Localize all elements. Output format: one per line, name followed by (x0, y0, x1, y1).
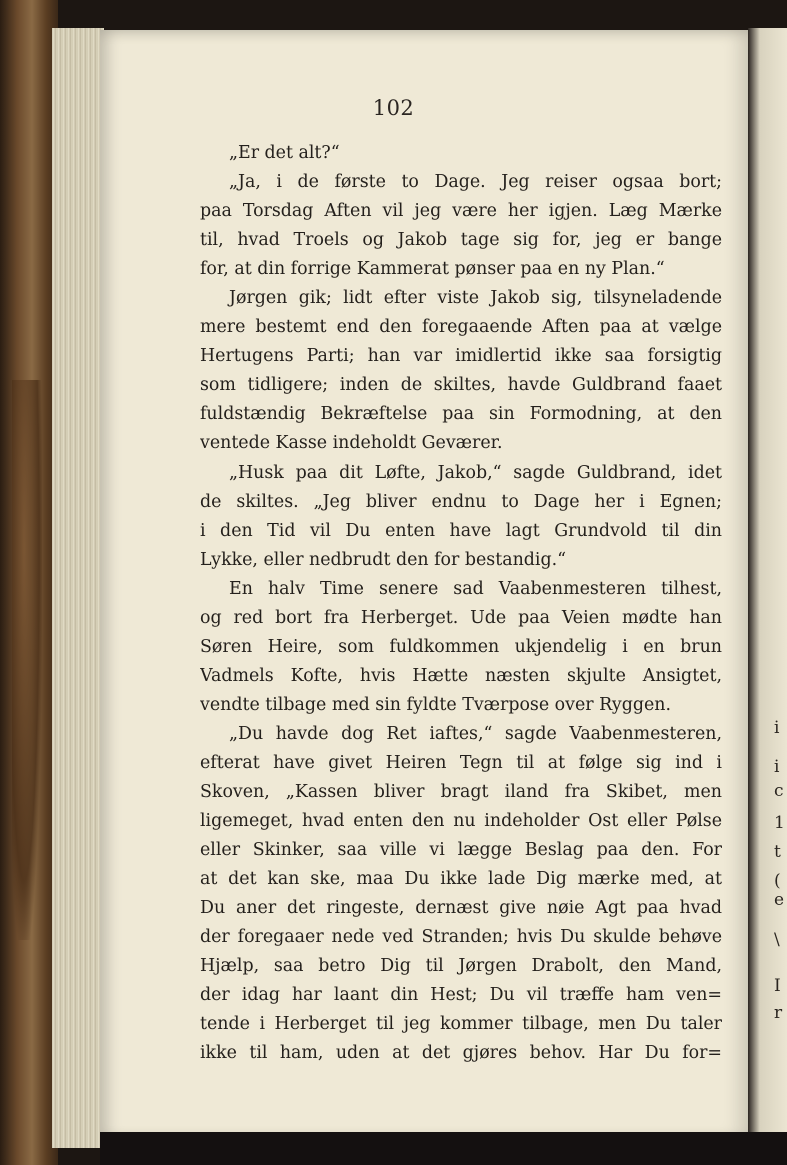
text-line: Du aner det ringeste, dernæst give nøie Agt paa hvad (200, 898, 722, 919)
text-line: Skoven, „Kassen bliver bragt iland fra Skibet, men (200, 782, 722, 803)
text-line: fuldstændig Bekræftelse paa sin Formodning, at den (200, 404, 722, 425)
facing-page-glyph: \ (774, 930, 780, 950)
text-line: „Er det alt?“ (229, 143, 340, 163)
text-line: Jørgen gik; lidt efter viste Jakob sig, tilsyneladende (229, 288, 722, 309)
text-line: for, at din forrige Kammerat pønser paa en ny Plan.“ (200, 259, 665, 280)
text-line: og red bort fra Herberget. Ude paa Veien mødte han (200, 607, 722, 628)
text-line: Lykke, eller nedbrudt den for bestandig.“ (200, 549, 567, 570)
text-line: i den Tid vil Du enten have lagt Grundvold til din (200, 520, 722, 541)
facing-page-glyph: 1 (774, 813, 785, 833)
text-line: vendte tilbage med sin fyldte Tværpose over Ryggen. (200, 694, 671, 715)
text-line: til, hvad Troels og Jakob tage sig for, jeg er bange (200, 230, 722, 251)
text-line: „Du havde dog Ret iaftes,“ sagde Vaabenmesteren, (229, 723, 722, 744)
facing-page-glyph: e (774, 890, 785, 910)
facing-page-glyph: t (774, 842, 781, 862)
text-line: Søren Heire, som fuldkommen ukjendelig i en brun (200, 636, 722, 657)
facing-page-glyph: ( (774, 871, 781, 891)
text-line: Hjælp, saa betro Dig til Jørgen Drabolt, den Mand, (200, 956, 722, 977)
facing-page-glyph: I (774, 976, 781, 996)
facing-page-glyph: r (774, 1003, 783, 1023)
page-edges (52, 28, 104, 1148)
text-line: eller Skinker, saa ville vi lægge Beslag paa den. For (200, 840, 722, 861)
text-line: tende i Herberget til jeg kommer tilbage, men Du taler (200, 1014, 722, 1035)
bottom-shadow (100, 1132, 787, 1165)
text-line: ventede Kasse indeholdt Geværer. (200, 433, 503, 454)
text-line: der foregaaer nede ved Stranden; hvis Du skulde behøve (200, 927, 722, 948)
text-line: mere bestemt end den foregaaende Aften paa at vælge (200, 317, 722, 338)
body-text (200, 139, 722, 1069)
text-line: En halv Time senere sad Vaabenmesteren tilhest, (229, 578, 722, 599)
facing-page-glyph: i (774, 757, 780, 777)
text-line: Vadmels Kofte, hvis Hætte næsten skjulte Ansigtet, (200, 665, 722, 686)
facing-page-edge (748, 28, 787, 1148)
book-cover-left (0, 0, 58, 1165)
text-line: „Husk paa dit Løfte, Jakob,“ sagde Guldbrand, idet (229, 462, 722, 483)
text-line: paa Torsdag Aften vil jeg være her igjen. Læg Mærke (200, 201, 722, 222)
facing-page-glyph: c (774, 781, 784, 801)
text-line: ikke til ham, uden at det gjøres behov. Har Du for= (200, 1043, 722, 1064)
text-line: der idag har laant din Hest; Du vil træffe ham ven= (200, 985, 722, 1006)
text-line: de skiltes. „Jeg bliver endnu to Dage her i Egnen; (200, 491, 722, 512)
text-line: Hertugens Parti; han var imidlertid ikke saa forsigtig (200, 346, 722, 367)
facing-page-glyph: i (774, 718, 780, 738)
text-line: ligemeget, hvad enten den nu indeholder Ost eller Pølse (200, 811, 722, 832)
text-line: som tidligere; inden de skiltes, havde Guldbrand faaet (200, 375, 722, 396)
text-line: efterat have givet Heiren Tegn til at følge sig ind i (200, 752, 722, 773)
text-line: at det kan ske, maa Du ikke lade Dig mærke med, at (200, 869, 722, 890)
page-number: 102 (372, 96, 415, 120)
text-line: „Ja, i de første to Dage. Jeg reiser ogsaa bort; (229, 172, 722, 193)
